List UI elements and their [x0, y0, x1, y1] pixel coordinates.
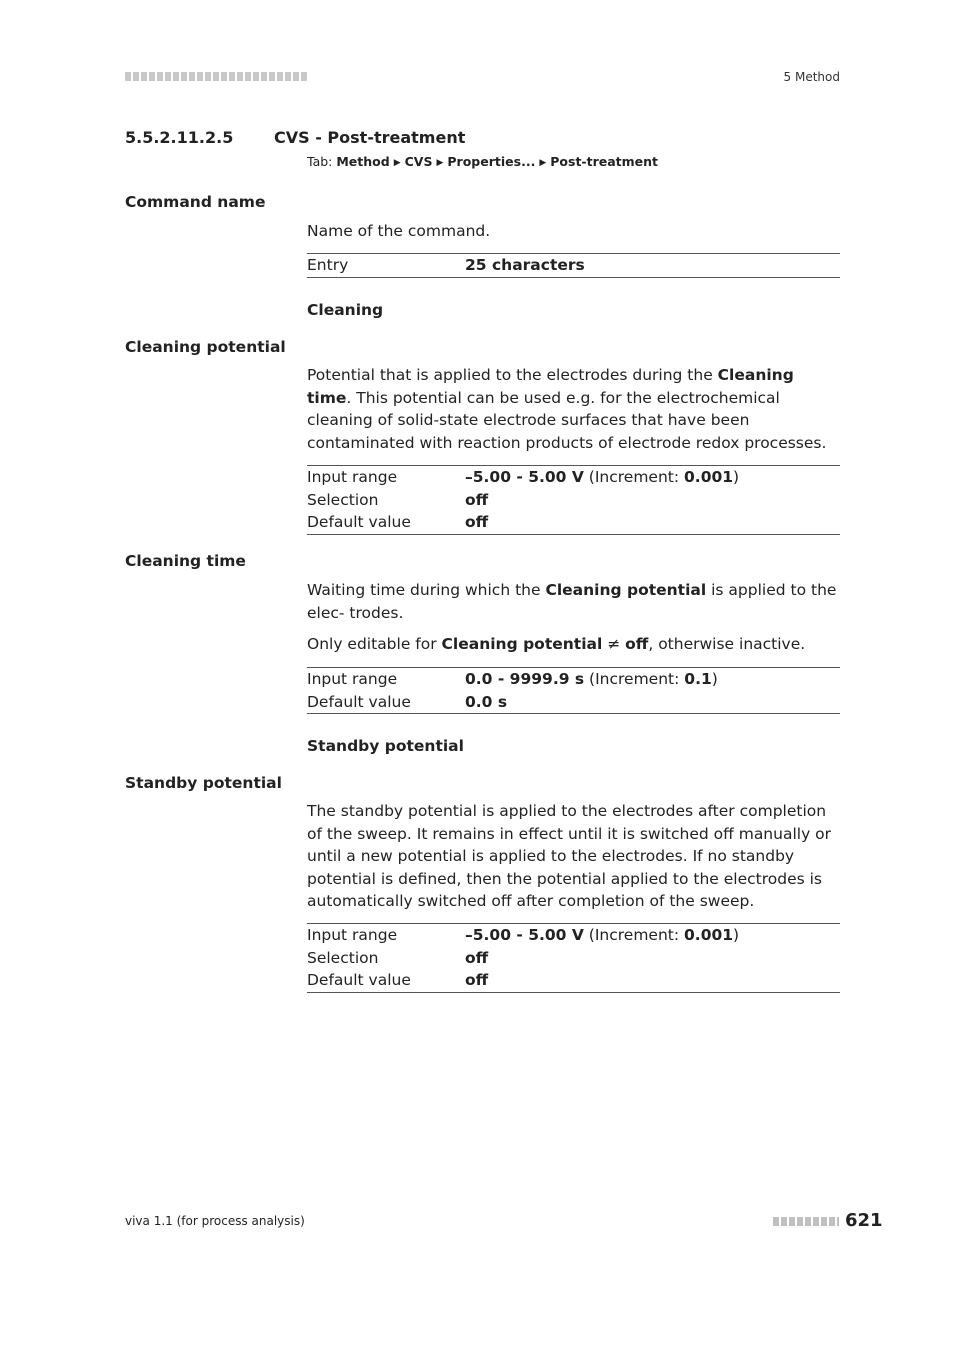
table-row [307, 466, 840, 489]
breadcrumb [307, 154, 658, 169]
table-row [307, 668, 840, 691]
table-row [307, 924, 840, 947]
table-row-value: –5.00 - 5.00 V (Increment: 0.001) [465, 468, 740, 487]
standby-potential-table [307, 923, 840, 993]
table-row [307, 254, 840, 277]
table-row-value: 25 characters [465, 256, 585, 275]
header-decoration [125, 72, 307, 81]
subheading-standby-potential: Standby potential [307, 737, 464, 755]
triangle-right-icon: ▶ [539, 158, 547, 168]
breadcrumb-item: Properties... [447, 154, 536, 169]
param-name-cleaning-time: Cleaning time [125, 552, 246, 570]
cleaning-potential-description: Potential that is applied to the electrodes during the Cleaning time. This potential can be used e.g. for the electrochemical cleaning of solid-state electrode surfaces that have been contaminated with reaction products of electrode redox processes. [307, 366, 827, 452]
breadcrumb-prefix: Tab: [307, 154, 337, 169]
table-row [307, 489, 840, 512]
table-row-label: Default value [307, 971, 411, 990]
table-row-value: –5.00 - 5.00 V (Increment: 0.001) [465, 926, 740, 945]
cleaning-time-table [307, 667, 840, 714]
table-row-label: Default value [307, 692, 411, 711]
header-chapter: 5 Method [783, 70, 840, 84]
table-row-label: Input range [307, 468, 398, 487]
subheading-cleaning: Cleaning [307, 301, 384, 319]
param-name-standby-potential: Standby potential [125, 774, 282, 792]
command-name-table [307, 253, 840, 278]
table-row-label: Entry [307, 256, 349, 275]
table-row-value: off [465, 490, 489, 509]
table-row-value: off [465, 948, 489, 967]
command-name-description: Name of the command. [307, 222, 491, 240]
param-name-command-name: Command name [125, 193, 266, 211]
table-row-label: Input range [307, 670, 398, 689]
table-row [307, 947, 840, 970]
breadcrumb-item: Post-treatment [550, 154, 659, 169]
table-row-value: 0.0 s [465, 692, 508, 711]
table-row [307, 691, 840, 714]
section-title: CVS - Post-treatment [274, 128, 466, 147]
table-row-value: off [465, 513, 489, 532]
section-number: 5.5.2.11.2.5 [125, 128, 234, 147]
cleaning-time-note: Only editable for Cleaning potential ≠ off, otherwise inactive. [307, 635, 806, 653]
footer-product: viva 1.1 (for process analysis) [125, 1214, 305, 1228]
footer-decoration [773, 1217, 839, 1226]
table-row-label: Default value [307, 513, 411, 532]
table-row-value: 0.0 - 9999.9 s (Increment: 0.1) [465, 670, 718, 689]
triangle-right-icon: ▶ [393, 158, 401, 168]
breadcrumb-item: CVS [404, 154, 433, 169]
standby-potential-description: The standby potential is applied to the electrodes after completion of the sweep. It remains in effect until it is switched off manually or until a new potential is applied to the electrodes. If no standby potential is defined, then the potential applied to the electrodes is automatically switched off after completion of the sweep. [307, 802, 832, 910]
cleaning-time-description: Waiting time during which the Cleaning potential is applied to the elec- trodes. [307, 581, 837, 622]
cleaning-potential-table [307, 465, 840, 535]
table-row-label: Selection [307, 948, 379, 967]
table-row [307, 969, 840, 992]
page-number: 621 [845, 1210, 883, 1231]
table-row [307, 511, 840, 534]
table-row-label: Selection [307, 490, 379, 509]
table-row-value: off [465, 971, 489, 990]
table-row-label: Input range [307, 926, 398, 945]
breadcrumb-item: Method [336, 154, 390, 169]
param-name-cleaning-potential: Cleaning potential [125, 338, 286, 356]
triangle-right-icon: ▶ [436, 158, 444, 168]
